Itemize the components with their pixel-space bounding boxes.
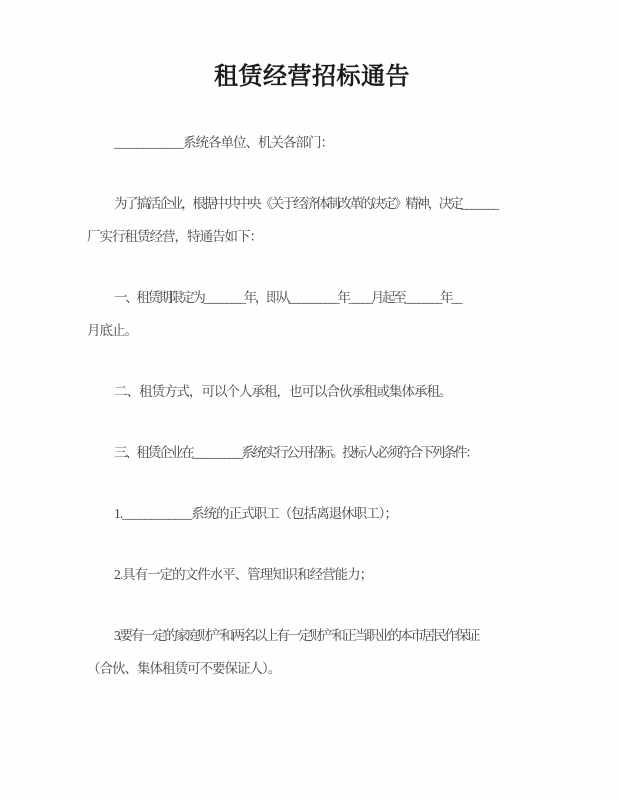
document-line: 2.具有一定的文件水平、管理知识和经营能力； — [114, 567, 373, 582]
paragraph — [87, 436, 537, 469]
paragraph — [87, 375, 537, 408]
document-line: 3.要有一定的家庭财产和两名以上有一定财产和正当职业的本市居民作保证 — [114, 628, 478, 643]
document-line: ____________系统各单位、机关各部门： — [114, 135, 333, 150]
document-line: 三、租赁企业在___________系统实行公开招标。投标人必须符合下列条件： — [114, 445, 477, 460]
paragraph — [87, 619, 537, 685]
document-body — [87, 126, 537, 685]
document-line: 月底止。 — [87, 323, 137, 338]
document-line: 1.____________系统的正式职工（包括离退休职工）； — [114, 506, 397, 521]
document-line: 一、租赁期限定为_________年，即从___________年_____月起至________年__ — [114, 290, 461, 305]
document-content — [87, 62, 537, 713]
document-line: （合伙、集体租赁可不要保证人）。 — [87, 661, 281, 676]
paragraph — [87, 281, 537, 347]
paragraph — [87, 497, 537, 530]
document-line: 厂实行租赁经营，特通告如下： — [87, 229, 262, 244]
document-line: 二、租赁方式，可以个人承租，也可以合伙承租或集体承租。 — [114, 384, 452, 399]
document-line: 为了搞活企业，根据中共中央《关于经济体制改革的决定》精神，决定________ — [114, 196, 497, 211]
paragraph — [87, 187, 537, 253]
paragraph — [87, 126, 537, 159]
paragraph — [87, 558, 537, 591]
page-title: 租赁经营招标通告 — [214, 64, 410, 90]
